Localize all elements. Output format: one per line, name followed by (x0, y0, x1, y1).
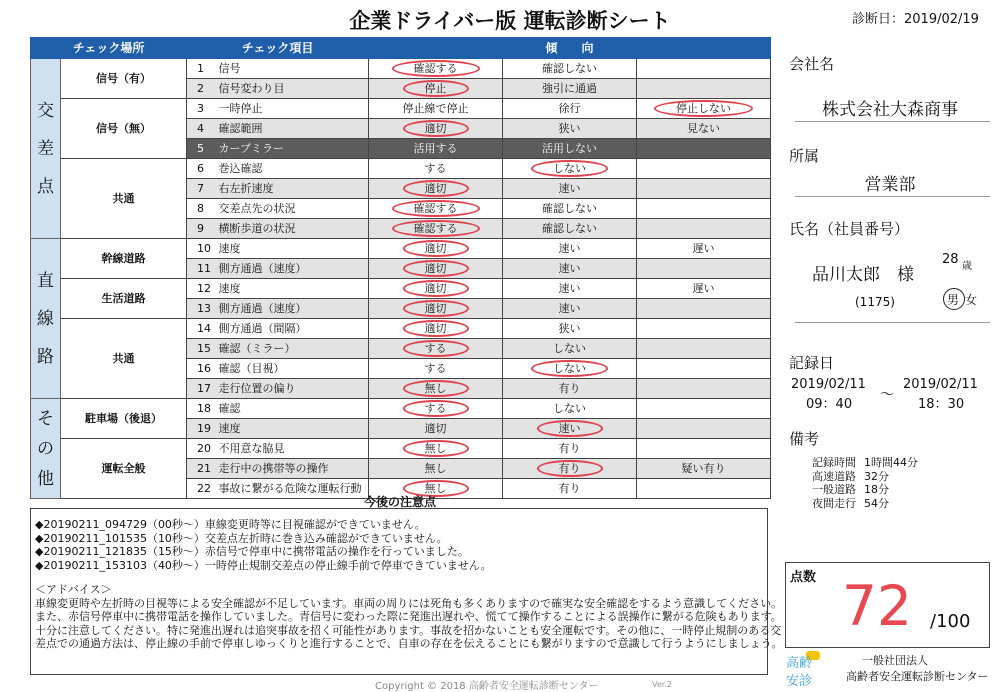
row-item: カーブミラー (217, 139, 369, 159)
selected-mark: 適切 (403, 120, 469, 137)
company-name: 株式会社大森商事 (822, 100, 958, 120)
tendency-c2 (503, 419, 637, 439)
tendency-c1 (369, 419, 503, 439)
tendency-c1 (369, 359, 503, 379)
tendency-text: 狭い (558, 121, 581, 135)
tendency-c3 (637, 219, 771, 239)
tendency-text: 無し (424, 461, 447, 475)
row-number: 5 (187, 139, 217, 159)
row-item: 交差点先の状況 (217, 199, 369, 219)
tendency-c3 (637, 159, 771, 179)
tendency-c3 (637, 119, 771, 139)
tendency-c2 (503, 379, 637, 399)
selected-mark: 適切 (403, 280, 469, 297)
tendency-c3 (637, 239, 771, 259)
advice-line: 差点での通過方法は、停止線の手前で停車しゆっくりと進行することで、自車の存在を伝えることにも繋がりますので意識して行うようにしましょう。 (35, 637, 783, 650)
tendency-text: 遅い (692, 281, 715, 295)
tendency-text: 遅い (692, 241, 715, 255)
sex-male: 男 (947, 293, 960, 307)
notes-box (30, 508, 783, 675)
remarks-label: 備考 (789, 430, 820, 448)
tendency-c3 (637, 339, 771, 359)
selected-mark: 無し (403, 480, 469, 497)
row-item: 不用意な脇見 (217, 439, 369, 459)
tendency-c3 (637, 379, 771, 399)
row-item: 信号変わり目 (217, 79, 369, 99)
row-item: 速度 (217, 239, 369, 259)
row-item: 信号 (217, 59, 369, 79)
sex-female: 女 (965, 293, 978, 307)
tendency-c1 (369, 399, 503, 419)
remark-key: 夜間走行 (812, 496, 856, 510)
selected-mark: しない (531, 160, 608, 177)
tendency-text: 速い (558, 181, 581, 195)
selected-mark: する (403, 340, 469, 357)
tendency-c3 (637, 79, 771, 99)
row-number: 3 (187, 99, 217, 119)
tendency-c2 (503, 219, 637, 239)
category-cell: 交差点 (31, 59, 61, 239)
selected-mark: 速い (537, 420, 603, 437)
remark-value: 1時間44分 (864, 456, 918, 469)
tendency-text: 確認しない (542, 201, 598, 215)
company-underline (795, 121, 990, 122)
org-logo-icon (784, 650, 822, 688)
row-item: 巻込確認 (217, 159, 369, 179)
tendency-c1 (369, 199, 503, 219)
tendency-text: 有り (558, 441, 581, 455)
name-label: 氏名（社員番号） (789, 220, 910, 238)
tendency-text: しない (553, 341, 587, 355)
age-value: 28 (942, 252, 959, 267)
tendency-c1 (369, 59, 503, 79)
company-label: 会社名 (789, 55, 835, 73)
category-cell: その他 (31, 399, 61, 499)
tendency-c2 (503, 199, 637, 219)
group-cell: 信号（有） (61, 59, 187, 99)
tendency-c2 (503, 399, 637, 419)
advice-line: 車線変更時や左折時の目視等による安全確認が不足しています。車両の周りには死角も多くありますので確実な安全確認をするよう意識してください。 (35, 596, 783, 610)
tendency-c1 (369, 439, 503, 459)
tendency-text: 停止線で停止 (402, 101, 469, 115)
row-item: 事故に繋がる危険な運転行動 (217, 479, 369, 499)
note-item: ◆20190211_101535（10秒～）交差点左折時に巻き込み確認ができていません。 (35, 531, 448, 545)
tendency-text: 確認しない (542, 61, 598, 75)
row-number: 10 (187, 239, 217, 259)
row-number: 14 (187, 319, 217, 339)
table-row (31, 159, 771, 179)
selected-mark: 無し (403, 440, 469, 457)
copyright: Copyright © 2018 高齢者安全運転診断センター (375, 681, 599, 692)
age-unit: 歳 (962, 261, 972, 272)
remark-key: 記録時間 (812, 456, 856, 469)
table-row (31, 99, 771, 119)
tendency-c2 (503, 179, 637, 199)
row-number: 8 (187, 199, 217, 219)
tendency-c3 (637, 199, 771, 219)
tendency-c2 (503, 99, 637, 119)
tendency-c3 (637, 99, 771, 119)
dept-underline (795, 196, 990, 197)
employee-number: (1175) (855, 295, 895, 309)
selected-mark: 停止 (403, 80, 469, 97)
selected-mark: する (403, 400, 469, 417)
advice-line: 十分に注意してください。特に発進出遅れは追突事故を招く可能性があります。事故を招かないことも安全運転です。その他に、一時停止規制のある交 (35, 623, 782, 637)
notes-title: 今後の注意点 (363, 495, 436, 509)
group-cell: 幹線道路 (61, 239, 187, 279)
table-row (31, 279, 771, 299)
tendency-c1 (369, 319, 503, 339)
remark-value: 32分 (864, 469, 889, 483)
tendency-c2 (503, 79, 637, 99)
row-item: 確認（目視） (217, 359, 369, 379)
record-label: 記録日 (789, 354, 835, 372)
selected-mark: しない (531, 360, 608, 377)
tendency-c2 (503, 119, 637, 139)
tendency-c1 (369, 379, 503, 399)
header-tendency: 傾 向 (369, 38, 771, 59)
dept-name: 営業部 (864, 175, 916, 195)
tendency-text: しない (553, 401, 587, 415)
page-title: 企業ドライバー版 運転診断シート (349, 9, 671, 33)
group-cell: 共通 (61, 319, 187, 399)
tendency-c1 (369, 259, 503, 279)
tendency-text: 適切 (424, 421, 447, 435)
tendency-c2 (503, 359, 637, 379)
table-row (31, 239, 771, 259)
row-number: 12 (187, 279, 217, 299)
row-number: 2 (187, 79, 217, 99)
tendency-c3 (637, 299, 771, 319)
selected-mark: 確認する (392, 200, 480, 217)
tendency-c2 (503, 59, 637, 79)
tendency-c1 (369, 99, 503, 119)
tendency-c1 (369, 299, 503, 319)
category-cell: 直線路 (31, 239, 61, 399)
driver-name: 品川太郎 様 (812, 265, 914, 285)
tendency-c2 (503, 159, 637, 179)
tendency-c1 (369, 119, 503, 139)
selected-mark: 有り (537, 460, 603, 477)
header-place: チェック場所 (31, 38, 187, 59)
diagnosis-date: 診断日：2019/02/19 (852, 12, 979, 27)
tendency-c3 (637, 479, 771, 499)
tendency-c3 (637, 459, 771, 479)
record-to-date: 2019/02/11 (903, 377, 978, 392)
tendency-text: 狭い (558, 321, 581, 335)
row-number: 21 (187, 459, 217, 479)
row-number: 1 (187, 59, 217, 79)
tendency-c2 (503, 259, 637, 279)
group-cell: 駐車場（後退） (61, 399, 187, 439)
tendency-text: 活用する (413, 141, 458, 155)
selected-mark: 適切 (403, 240, 469, 257)
selected-mark: 適切 (403, 300, 469, 317)
tendency-text: 速い (558, 241, 581, 255)
logo-bottom-text: 安診 (786, 674, 813, 688)
row-item: 速度 (217, 419, 369, 439)
tendency-c3 (637, 139, 771, 159)
row-item: 一時停止 (217, 99, 369, 119)
table-row (31, 439, 771, 459)
tendency-text: 速い (558, 301, 581, 315)
dept-label: 所属 (789, 147, 820, 165)
row-number: 13 (187, 299, 217, 319)
tendency-text: 見ない (687, 121, 721, 135)
row-item: 側方通過（間隔） (217, 319, 369, 339)
tendency-c1 (369, 79, 503, 99)
version: Ver.2 (652, 680, 672, 689)
tendency-c3 (637, 259, 771, 279)
remark-value: 18分 (864, 483, 889, 496)
tendency-c2 (503, 239, 637, 259)
tendency-c2 (503, 279, 637, 299)
tendency-text: 活用しない (542, 141, 598, 155)
tendency-text: する (424, 361, 447, 375)
row-number: 18 (187, 399, 217, 419)
tendency-text: 確認しない (542, 221, 598, 235)
tendency-c3 (637, 439, 771, 459)
remark-value: 54分 (864, 496, 889, 510)
group-cell: 共通 (61, 159, 187, 239)
tendency-c3 (637, 399, 771, 419)
selected-mark: 確認する (392, 60, 480, 77)
tendency-c1 (369, 179, 503, 199)
row-number: 6 (187, 159, 217, 179)
score-label: 点数 (790, 570, 817, 585)
table-row (31, 59, 771, 79)
tendency-text: 強引に通過 (542, 81, 598, 95)
row-number: 15 (187, 339, 217, 359)
tendency-c1 (369, 279, 503, 299)
record-from-time: 09：40 (806, 397, 853, 412)
row-number: 16 (187, 359, 217, 379)
tendency-c3 (637, 359, 771, 379)
score-value: 72 (842, 574, 912, 638)
tendency-text: 有り (558, 381, 581, 395)
tendency-c2 (503, 339, 637, 359)
org-line1: 一般社団法人 (862, 654, 928, 667)
note-item: ◆20190211_153103（40秒～）一時停止規制交差点の停止線手前で停車できていません。 (35, 558, 492, 572)
row-item: 走行中の携帯等の操作 (217, 459, 369, 479)
remark-key: 高速道路 (812, 469, 856, 483)
tendency-c1 (369, 139, 503, 159)
row-number: 17 (187, 379, 217, 399)
tendency-text: する (424, 161, 447, 175)
group-cell: 生活道路 (61, 279, 187, 319)
tendency-c2 (503, 299, 637, 319)
tendency-c3 (637, 59, 771, 79)
tendency-c2 (503, 439, 637, 459)
tendency-c2 (503, 139, 637, 159)
tendency-text: 速い (558, 281, 581, 295)
row-number: 7 (187, 179, 217, 199)
note-item: ◆20190211_094729（00秒～）車線変更時等に目視確認ができていません。 (35, 518, 426, 531)
tendency-c1 (369, 339, 503, 359)
row-number: 22 (187, 479, 217, 499)
tendency-c3 (637, 319, 771, 339)
table-row (31, 319, 771, 339)
row-item: 確認（ミラー） (217, 339, 369, 359)
advice-line: また、赤信号停車中に携帯電話を操作していました。青信号に変わった際に発進出遅れや、慌てて操作することによる誤操作に繋がる危険もあります。 (35, 610, 782, 623)
tendency-c1 (369, 239, 503, 259)
header-item: チェック項目 (187, 38, 369, 59)
selected-mark: 適切 (403, 180, 469, 197)
group-cell: 運転全般 (61, 439, 187, 499)
row-item: 確認範囲 (217, 119, 369, 139)
remark-key: 一般道路 (812, 483, 856, 496)
org-line2: 高齢者安全運転診断センター (846, 670, 989, 683)
logo-top-text: 高齢 (786, 656, 813, 671)
record-from-date: 2019/02/11 (791, 377, 866, 392)
row-item: 側方通過（速度） (217, 259, 369, 279)
note-item: ◆20190211_121835（15秒～）赤信号で停車中に携帯電話の操作を行っていました。 (35, 545, 469, 558)
tendency-text: 速い (558, 261, 581, 275)
tendency-c3 (637, 279, 771, 299)
name-underline (795, 322, 990, 323)
row-number: 4 (187, 119, 217, 139)
selected-mark: 適切 (403, 320, 469, 337)
tendency-c1 (369, 159, 503, 179)
row-item: 確認 (217, 399, 369, 419)
record-separator: ～ (880, 387, 894, 403)
group-cell: 信号（無） (61, 99, 187, 159)
row-item: 走行位置の偏り (217, 379, 369, 399)
tendency-text: 有り (558, 481, 581, 495)
selected-mark: 確認する (392, 220, 480, 237)
table-row (31, 399, 771, 419)
tendency-c3 (637, 419, 771, 439)
row-number: 9 (187, 219, 217, 239)
tendency-text: 徐行 (558, 101, 581, 115)
selected-mark: 適切 (403, 260, 469, 277)
remarks-table (812, 456, 918, 510)
tendency-c3 (637, 179, 771, 199)
row-number: 19 (187, 419, 217, 439)
selected-mark: 無し (403, 380, 469, 397)
row-item: 横断歩道の状況 (217, 219, 369, 239)
check-table (30, 37, 771, 499)
record-to-time: 18：30 (918, 397, 965, 412)
tendency-c2 (503, 319, 637, 339)
score-max: /100 (930, 611, 971, 632)
row-number: 11 (187, 259, 217, 279)
tendency-c1 (369, 219, 503, 239)
row-item: 速度 (217, 279, 369, 299)
tendency-text: 疑い有り (681, 461, 726, 475)
tendency-c2 (503, 479, 637, 499)
tendency-c1 (369, 459, 503, 479)
row-item: 右左折速度 (217, 179, 369, 199)
selected-mark: 停止しない (654, 100, 753, 117)
tendency-c2 (503, 459, 637, 479)
row-item: 側方通過（速度） (217, 299, 369, 319)
row-number: 20 (187, 439, 217, 459)
advice-heading: ＜アドバイス＞ (35, 583, 112, 596)
